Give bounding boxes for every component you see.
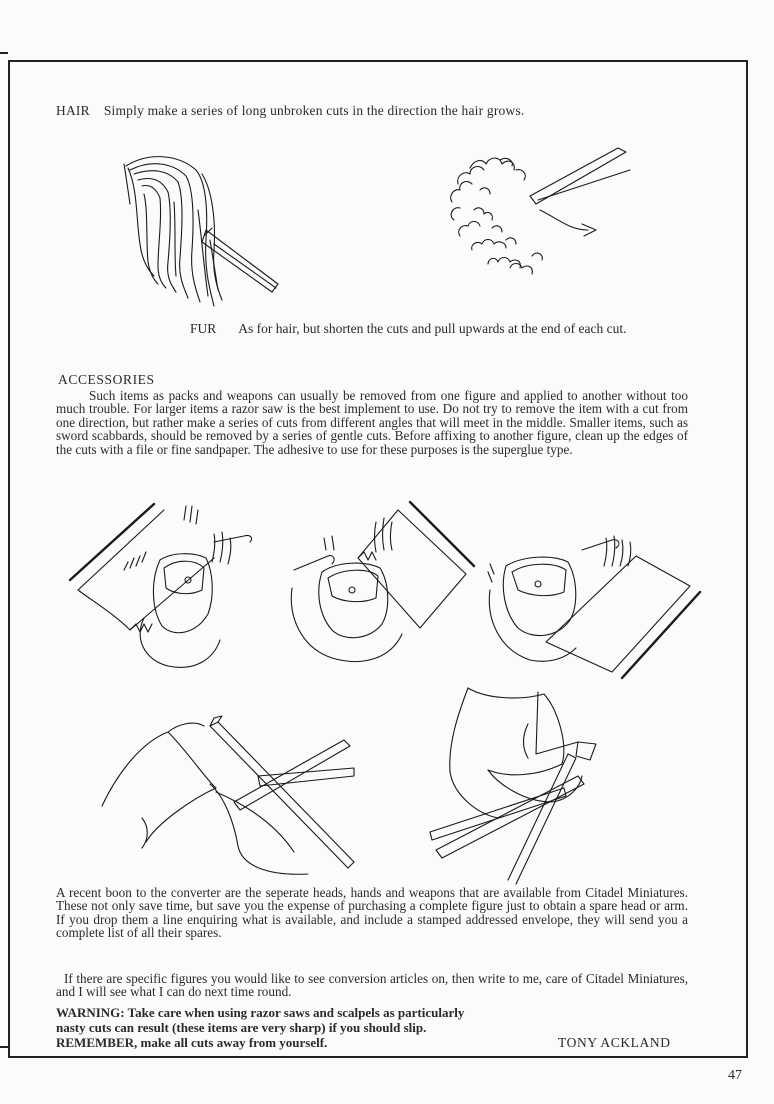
left-edge-mark-top	[0, 52, 8, 54]
hair-label: HAIR	[56, 103, 90, 118]
left-edge-mark-bottom	[0, 1046, 8, 1048]
warning-line-3: REMEMBER, make all cuts away from yourself.	[56, 1035, 328, 1050]
write-paragraph: If there are specific figures you would like to see conversion articles on, then write to me, care of Citadel Miniatures, and I will see what I can do next time round.	[56, 971, 688, 1000]
fur-label: FUR	[190, 321, 217, 336]
scalpel-illustration-2	[428, 684, 598, 884]
hair-text: Simply make a series of long unbroken cuts in the direction the hair grows.	[103, 103, 525, 118]
saw-illustration-3	[486, 530, 706, 680]
fur-text: As for hair, but shorten the cuts and pull upwards at the end of each cut.	[238, 321, 627, 336]
warning-line-2: nasty cuts can result (these items are very sharp) if you should slip.	[56, 1020, 427, 1035]
accessories-paragraph: Such items as packs and weapons can usually be removed from one figure and applied to another without too much trouble. For larger items a razor saw is the best implement to use. Do not try to remove the item with a cut from one direction, but rather make a series of cuts from different angles that will meet in the middle. Smaller items, such as sword scabbards, should be removed by a series of gentle cuts. Before affixing to another figure, clean up the edges of the cuts with a file or fine sandpaper. The adhesive to use for these purposes is the superglue type.	[56, 388, 688, 457]
author-name: TONY ACKLAND	[558, 1035, 671, 1050]
hair-cutting-illustration	[118, 150, 288, 312]
boon-paragraph: A recent boon to the converter are the seperate heads, hands and weapons that are available from Citadel Miniatures. These not only save time, but save you the expense of purchasing a complete figure just to obtain a spare head or arm. If you drop them a line enquiring what is available, and include a stamped addressed envelope, they will send you a complete list of all their spares.	[56, 885, 688, 941]
accessories-heading: ACCESSORIES	[58, 372, 155, 387]
hair-instruction	[56, 104, 524, 118]
warning-line-1: WARNING: Take care when using razor saws and scalpels as particularly	[56, 1005, 465, 1020]
saw-illustration-1	[64, 498, 274, 674]
saw-illustration-2	[288, 498, 488, 674]
fur-cutting-illustration	[440, 140, 640, 280]
scalpel-illustration-1	[98, 712, 364, 880]
warning-block	[56, 1005, 556, 1050]
fur-instruction	[190, 322, 627, 336]
page-number: 47	[728, 1068, 742, 1083]
